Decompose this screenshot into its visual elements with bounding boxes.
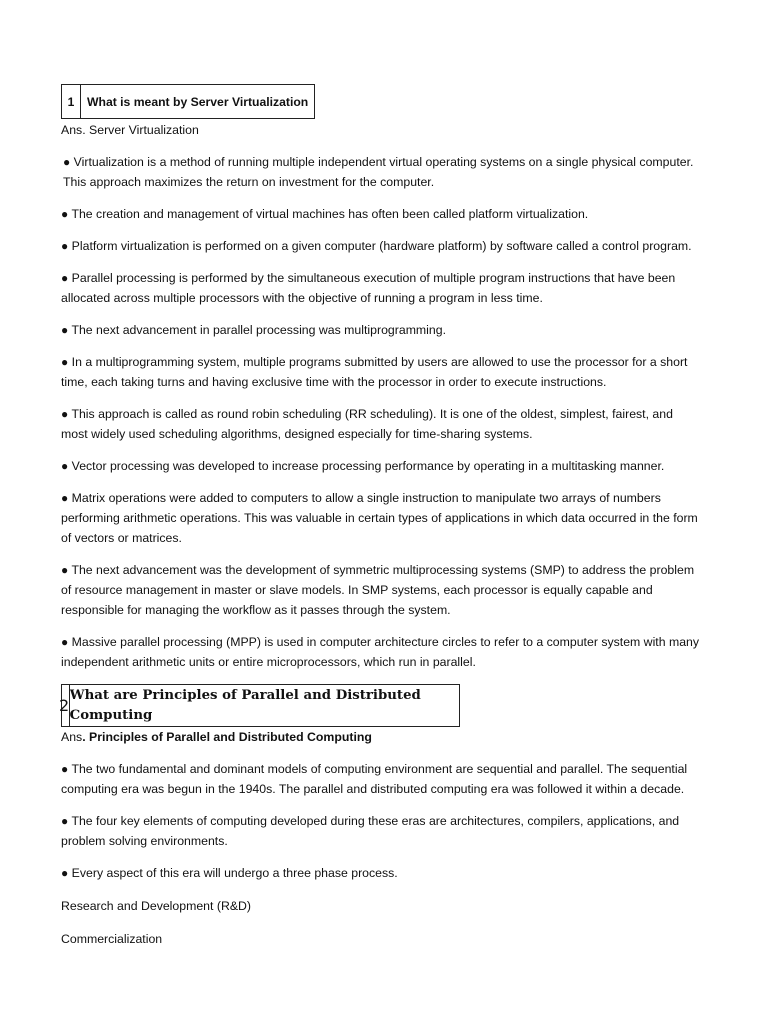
answer-1-title: Server Virtualization	[89, 123, 199, 137]
list-item-text: Platform virtualization is performed on a given computer (hardware platform) by software called a control program.	[71, 239, 692, 253]
list-item	[61, 811, 701, 851]
list-item-text: Every aspect of this era will undergo a three phase process.	[71, 866, 398, 880]
bullet-icon: ●	[61, 762, 69, 776]
answer-1-prefix: Ans.	[61, 123, 90, 137]
bullet-icon: ●	[61, 635, 69, 649]
list-item-text: The next advancement in parallel processing was multiprogramming.	[71, 323, 447, 337]
list-item	[61, 404, 701, 444]
answer-2-prefix: Ans	[61, 730, 83, 744]
list-item-text: In a multiprogramming system, multiple programs submitted by users are allowed to use the processor for a short time, each taking turns and having exclusive time with the processor in order to execute instructions.	[61, 355, 688, 389]
question-2-title: What are Principles of Parallel and Distributed Computing	[69, 687, 421, 723]
bullet-icon: ●	[61, 814, 69, 828]
bullet-icon: ●	[63, 155, 71, 169]
question-1-number: 1	[62, 85, 81, 118]
list-item	[61, 236, 701, 256]
bullet-icon: ●	[61, 239, 69, 253]
list-item-text: Parallel processing is performed by the simultaneous execution of multiple program instructions that have been allocated across multiple processors with the objective of running a program in less time.	[61, 271, 676, 305]
list-item	[61, 204, 701, 224]
list-item	[61, 632, 701, 672]
section-spacer	[61, 672, 701, 684]
list-item-text: Vector processing was developed to increase processing performance by operating in a multitasking manner.	[71, 459, 665, 473]
list-item	[61, 320, 701, 340]
bullet-icon: ●	[61, 271, 69, 285]
question-2-box	[61, 684, 460, 727]
answer-2-title: . Principles of Parallel and Distributed Computing	[82, 730, 372, 744]
list-item-text: Massive parallel processing (MPP) is used in computer architecture circles to refer to a computer system with many independent arithmetic units or entire microprocessors, which run in parallel.	[61, 635, 700, 669]
list-item	[61, 352, 701, 392]
list-item-text: The creation and management of virtual machines has often been called platform virtualization.	[71, 207, 589, 221]
phase-item: Research and Development (R&D)	[61, 899, 252, 913]
list-item	[61, 488, 701, 548]
bullet-icon: ●	[61, 355, 69, 369]
list-item	[61, 759, 701, 799]
bullet-icon: ●	[61, 407, 69, 421]
answer-2-heading	[61, 727, 701, 747]
list-item	[61, 863, 701, 883]
bullet-icon: ●	[61, 866, 69, 880]
phase-item: Commercialization	[61, 932, 163, 946]
answer-2-list	[61, 759, 701, 949]
list-item	[61, 456, 701, 476]
bullet-icon: ●	[61, 459, 69, 473]
question-1-box	[61, 84, 315, 119]
list-item-text: The two fundamental and dominant models of computing environment are sequential and parallel. The sequential computing era was begun in the 1940s. The parallel and distributed computing era was followed it within a decade.	[61, 762, 688, 796]
list-item-text: The four key elements of computing developed during these eras are architectures, compilers, applications, and problem solving environments.	[61, 814, 680, 848]
list-item-text: Matrix operations were added to computers to allow a single instruction to manipulate two arrays of numbers performing arithmetic operations. This was valuable in certain types of applications in which data occurred in the form of vectors or matrices.	[61, 491, 698, 545]
list-item	[61, 268, 701, 308]
bullet-icon: ●	[61, 563, 69, 577]
question-2-number: 2	[59, 685, 70, 726]
list-item	[61, 152, 701, 192]
question-1-title: What is meant by Server Virtualization	[87, 94, 309, 109]
list-item	[61, 560, 701, 620]
answer-1-list	[61, 152, 701, 672]
bullet-icon: ●	[61, 207, 69, 221]
answer-1-heading	[61, 120, 701, 140]
bullet-icon: ●	[61, 323, 69, 337]
list-item-text: The next advancement was the development of symmetric multiprocessing systems (SMP) to address the problem of resource management in master or slave models. In SMP systems, each processor is equally capable and responsible for managing the workflow as it passes through the system.	[61, 563, 695, 617]
list-item-text: Virtualization is a method of running multiple independent virtual operating systems on a single physical computer. This approach maximizes the return on investment for the computer.	[63, 155, 694, 189]
document-page	[61, 84, 701, 949]
bullet-icon: ●	[61, 491, 69, 505]
list-item-text: This approach is called as round robin scheduling (RR scheduling). It is one of the oldest, simplest, fairest, and most widely used scheduling algorithms, designed especially for time-sharing systems.	[61, 407, 673, 441]
